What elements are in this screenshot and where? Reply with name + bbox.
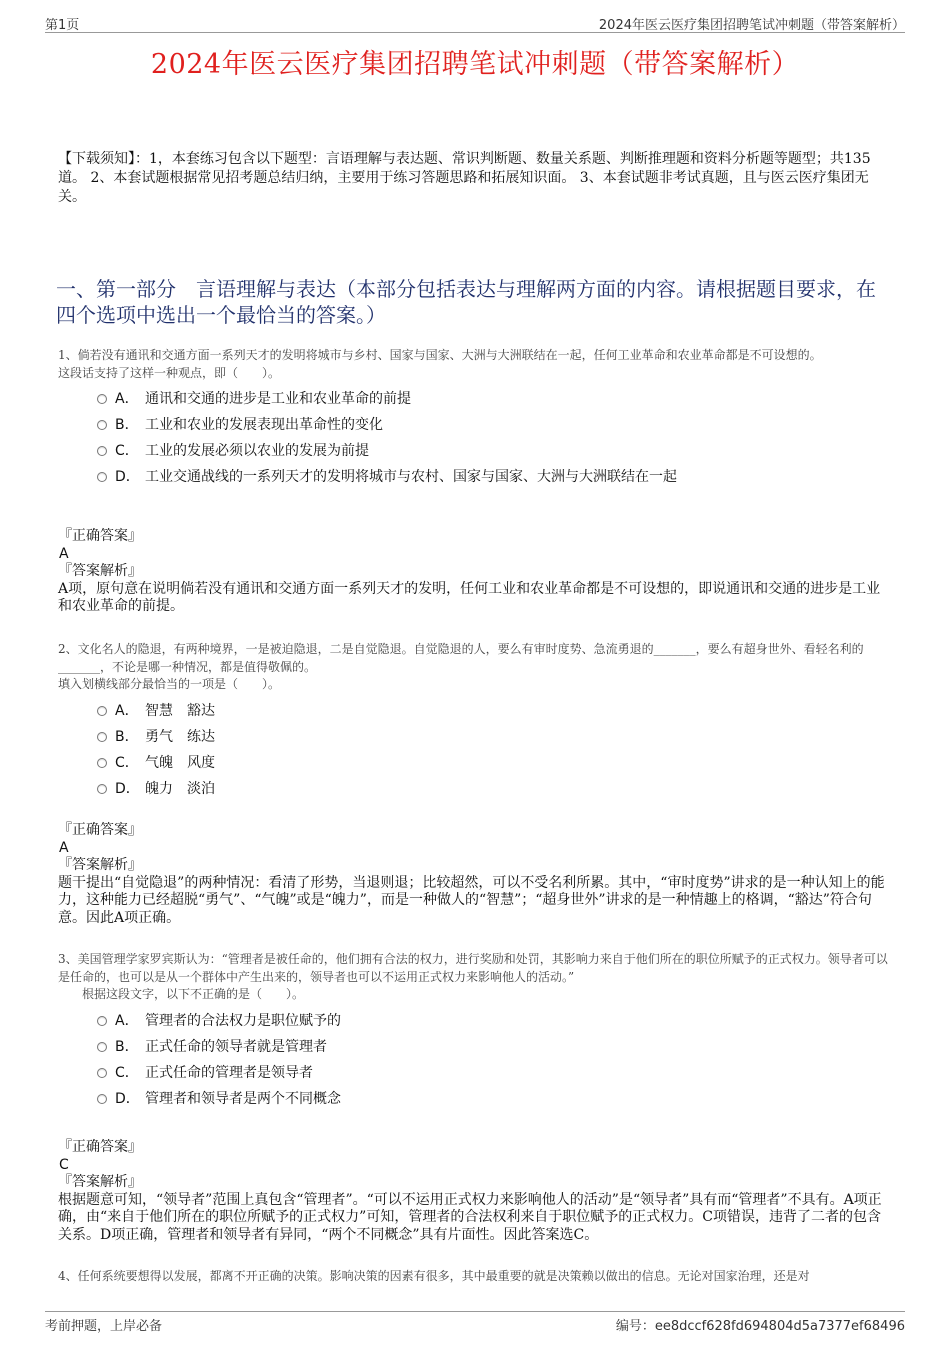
option-letter: B． [115, 1038, 139, 1055]
option-text: 勇气 练达 [145, 728, 215, 745]
option-list [58, 386, 892, 490]
question-prompt: 这段话支持了这样一种观点，即（ ）。 [58, 365, 281, 380]
option-c[interactable] [58, 750, 892, 776]
page-footer [45, 1311, 905, 1334]
page-number: 第1页 [45, 18, 80, 33]
explanation-label: 『答案解析』 [58, 857, 142, 873]
radio-icon[interactable] [97, 1016, 107, 1026]
question-stem [58, 1268, 892, 1286]
footer-slogan: 考前押题，上岸必备 [45, 1319, 163, 1334]
answer-value: A [59, 839, 69, 856]
radio-icon[interactable] [97, 472, 107, 482]
option-list [58, 1008, 892, 1112]
option-letter: C． [115, 1064, 139, 1081]
option-text: 气魄 风度 [145, 754, 215, 771]
radio-icon[interactable] [97, 784, 107, 794]
option-letter: B． [115, 417, 139, 433]
footer-code-label: 编号： [615, 1319, 655, 1334]
answer-value: C [59, 1156, 69, 1173]
question-stem [58, 347, 892, 382]
radio-icon[interactable] [97, 732, 107, 742]
option-a[interactable] [58, 698, 892, 724]
question-prompt: 填入划横线部分最恰当的一项是（ ）。 [58, 677, 281, 691]
explanation-text: 题干提出“自觉隐退”的两种情况：看清了形势，当退则退；比较超然，可以不受名利所累。其中，“审时度势”讲求的是一种认知上的能力，这种能力已经超脱“勇气”、“气魄”或是“魄力”，而是一种做人的“智慧”；“超身世外”讲求的是一种情趣上的格调，“豁达”符合句意。因此A项正确。 [58, 874, 885, 926]
answer-label: 『正确答案』 [58, 1139, 142, 1155]
option-d[interactable] [58, 776, 892, 802]
option-b[interactable] [58, 412, 892, 438]
option-text: 管理者和领导者是两个不同概念 [145, 1090, 341, 1107]
radio-icon[interactable] [97, 446, 107, 456]
radio-icon[interactable] [97, 706, 107, 716]
option-b[interactable] [58, 724, 892, 750]
option-letter: C． [115, 443, 139, 459]
option-text: 工业和农业的发展表现出革命性的变化 [145, 417, 383, 433]
option-letter: D． [115, 780, 140, 797]
answer-label: 『正确答案』 [58, 822, 142, 838]
radio-icon[interactable] [97, 1068, 107, 1078]
page-header [45, 12, 905, 33]
question-text: 1、倘若没有通讯和交通方面一系列天才的发明将城市与乡村、国家与国家、大洲与大洲联结在一起，任何工业革命和农业革命都是不可设想的。 [58, 348, 822, 362]
option-letter: C． [115, 754, 139, 771]
option-d[interactable] [58, 464, 892, 490]
question-text: 4、任何系统要想得以发展，都离不开正确的决策。影响决策的因素有很多，其中最重要的就是决策赖以做出的信息。无论对国家治理，还是对 [58, 1269, 810, 1283]
option-letter: A． [115, 702, 139, 719]
answer-value: A [59, 545, 69, 562]
answer-block-2 [58, 822, 892, 927]
header-doc-title: 2024年医云医疗集团招聘笔试冲刺题（带答案解析） [598, 18, 905, 33]
question-prompt: 根据这段文字，以下不正确的是（ ）。 [82, 987, 305, 1001]
question-3 [58, 951, 892, 1112]
explanation-text: A项，原句意在说明倘若没有通讯和交通方面一系列天才的发明，任何工业和农业革命都是不可设想的，即说通讯和交通的进步是工业和农业革命的前提。 [58, 580, 881, 614]
option-c[interactable] [58, 438, 892, 464]
option-a[interactable] [58, 386, 892, 412]
option-d[interactable] [58, 1086, 892, 1112]
option-text: 正式任命的领导者就是管理者 [145, 1038, 327, 1055]
option-letter: B． [115, 728, 139, 745]
option-text: 通讯和交通的进步是工业和农业革命的前提 [145, 391, 411, 407]
option-text: 工业交通战线的一系列天才的发明将城市与农村、国家与国家、大洲与大洲联结在一起 [145, 469, 677, 485]
option-text: 工业的发展必须以农业的发展为前提 [145, 443, 369, 459]
footer-code-value: ee8dccf628fd694804d5a7377ef68496 [654, 1319, 905, 1334]
answer-label: 『正确答案』 [58, 528, 142, 544]
option-letter: A． [115, 391, 139, 407]
answer-block-3 [58, 1139, 892, 1244]
document-title: 2024年医云医疗集团招聘笔试冲刺题（带答案解析） [150, 49, 800, 80]
option-text: 魄力 淡泊 [145, 780, 215, 797]
radio-icon[interactable] [97, 394, 107, 404]
option-letter: D． [115, 1090, 140, 1107]
option-letter: A． [115, 1012, 139, 1029]
question-text: 3、美国管理学家罗宾斯认为：“管理者是被任命的，他们拥有合法的权力，进行奖励和处罚，其影响力来自于他们所在的职位所赋予的正式权力。领导者可以是任命的，也可以是从一个群体中产生出来的，领导者也可以不运用正式权力来影响他人的活动。” [58, 952, 888, 984]
radio-icon[interactable] [97, 1094, 107, 1104]
option-a[interactable] [58, 1008, 892, 1034]
section-title: 一、第一部分 言语理解与表达（本部分包括表达与理解两方面的内容。请根据题目要求，在四个选项中选出一个最恰当的答案。） [56, 277, 876, 327]
explanation-text: 根据题意可知，“领导者”范围上真包含“管理者”。“可以不运用正式权力来影响他人的活动”是“领导者”具有而“管理者”不具有。A项正确，由“来自于他们所在的职位所赋予的正式权力”可知，管理者的合法权利来自于职位赋予的正式权力。C项错误，违背了二者的包含关系。D项正确，管理者和领导者有异同，“两个不同概念”具有片面性。因此答案选C。 [58, 1191, 882, 1243]
question-text: 2、文化名人的隐退，有两种境界，一是被迫隐退，二是自觉隐退。自觉隐退的人，要么有审时度势、急流勇退的_______，要么有超身世外、看轻名利的_______，不论是哪一种情况，都是值得敬佩的。 [58, 642, 864, 674]
explanation-label: 『答案解析』 [58, 563, 142, 579]
question-stem [58, 641, 892, 694]
question-4 [58, 1268, 892, 1286]
answer-block-1 [58, 528, 892, 616]
option-list [58, 698, 892, 802]
radio-icon[interactable] [97, 1042, 107, 1052]
option-c[interactable] [58, 1060, 892, 1086]
question-stem [58, 951, 892, 1004]
footer-code [616, 1315, 905, 1334]
option-letter: D． [115, 469, 140, 485]
option-text: 管理者的合法权力是职位赋予的 [145, 1012, 341, 1029]
question-2 [58, 641, 892, 802]
option-text: 正式任命的管理者是领导者 [145, 1064, 313, 1081]
question-1 [58, 347, 892, 490]
radio-icon[interactable] [97, 420, 107, 430]
option-text: 智慧 豁达 [145, 702, 215, 719]
radio-icon[interactable] [97, 758, 107, 768]
explanation-label: 『答案解析』 [58, 1174, 142, 1190]
download-notice: 【下载须知】：1，本套练习包含以下题型：言语理解与表达题、常识判断题、数量关系题、判断推理题和资料分析题等题型；共135道。 2、本套试题根据常见招考题总结归纳，主要用于练习答题思路和拓展知识面。 3、本套试题非考试真题，且与医云医疗集团无关。 [58, 151, 871, 205]
option-b[interactable] [58, 1034, 892, 1060]
